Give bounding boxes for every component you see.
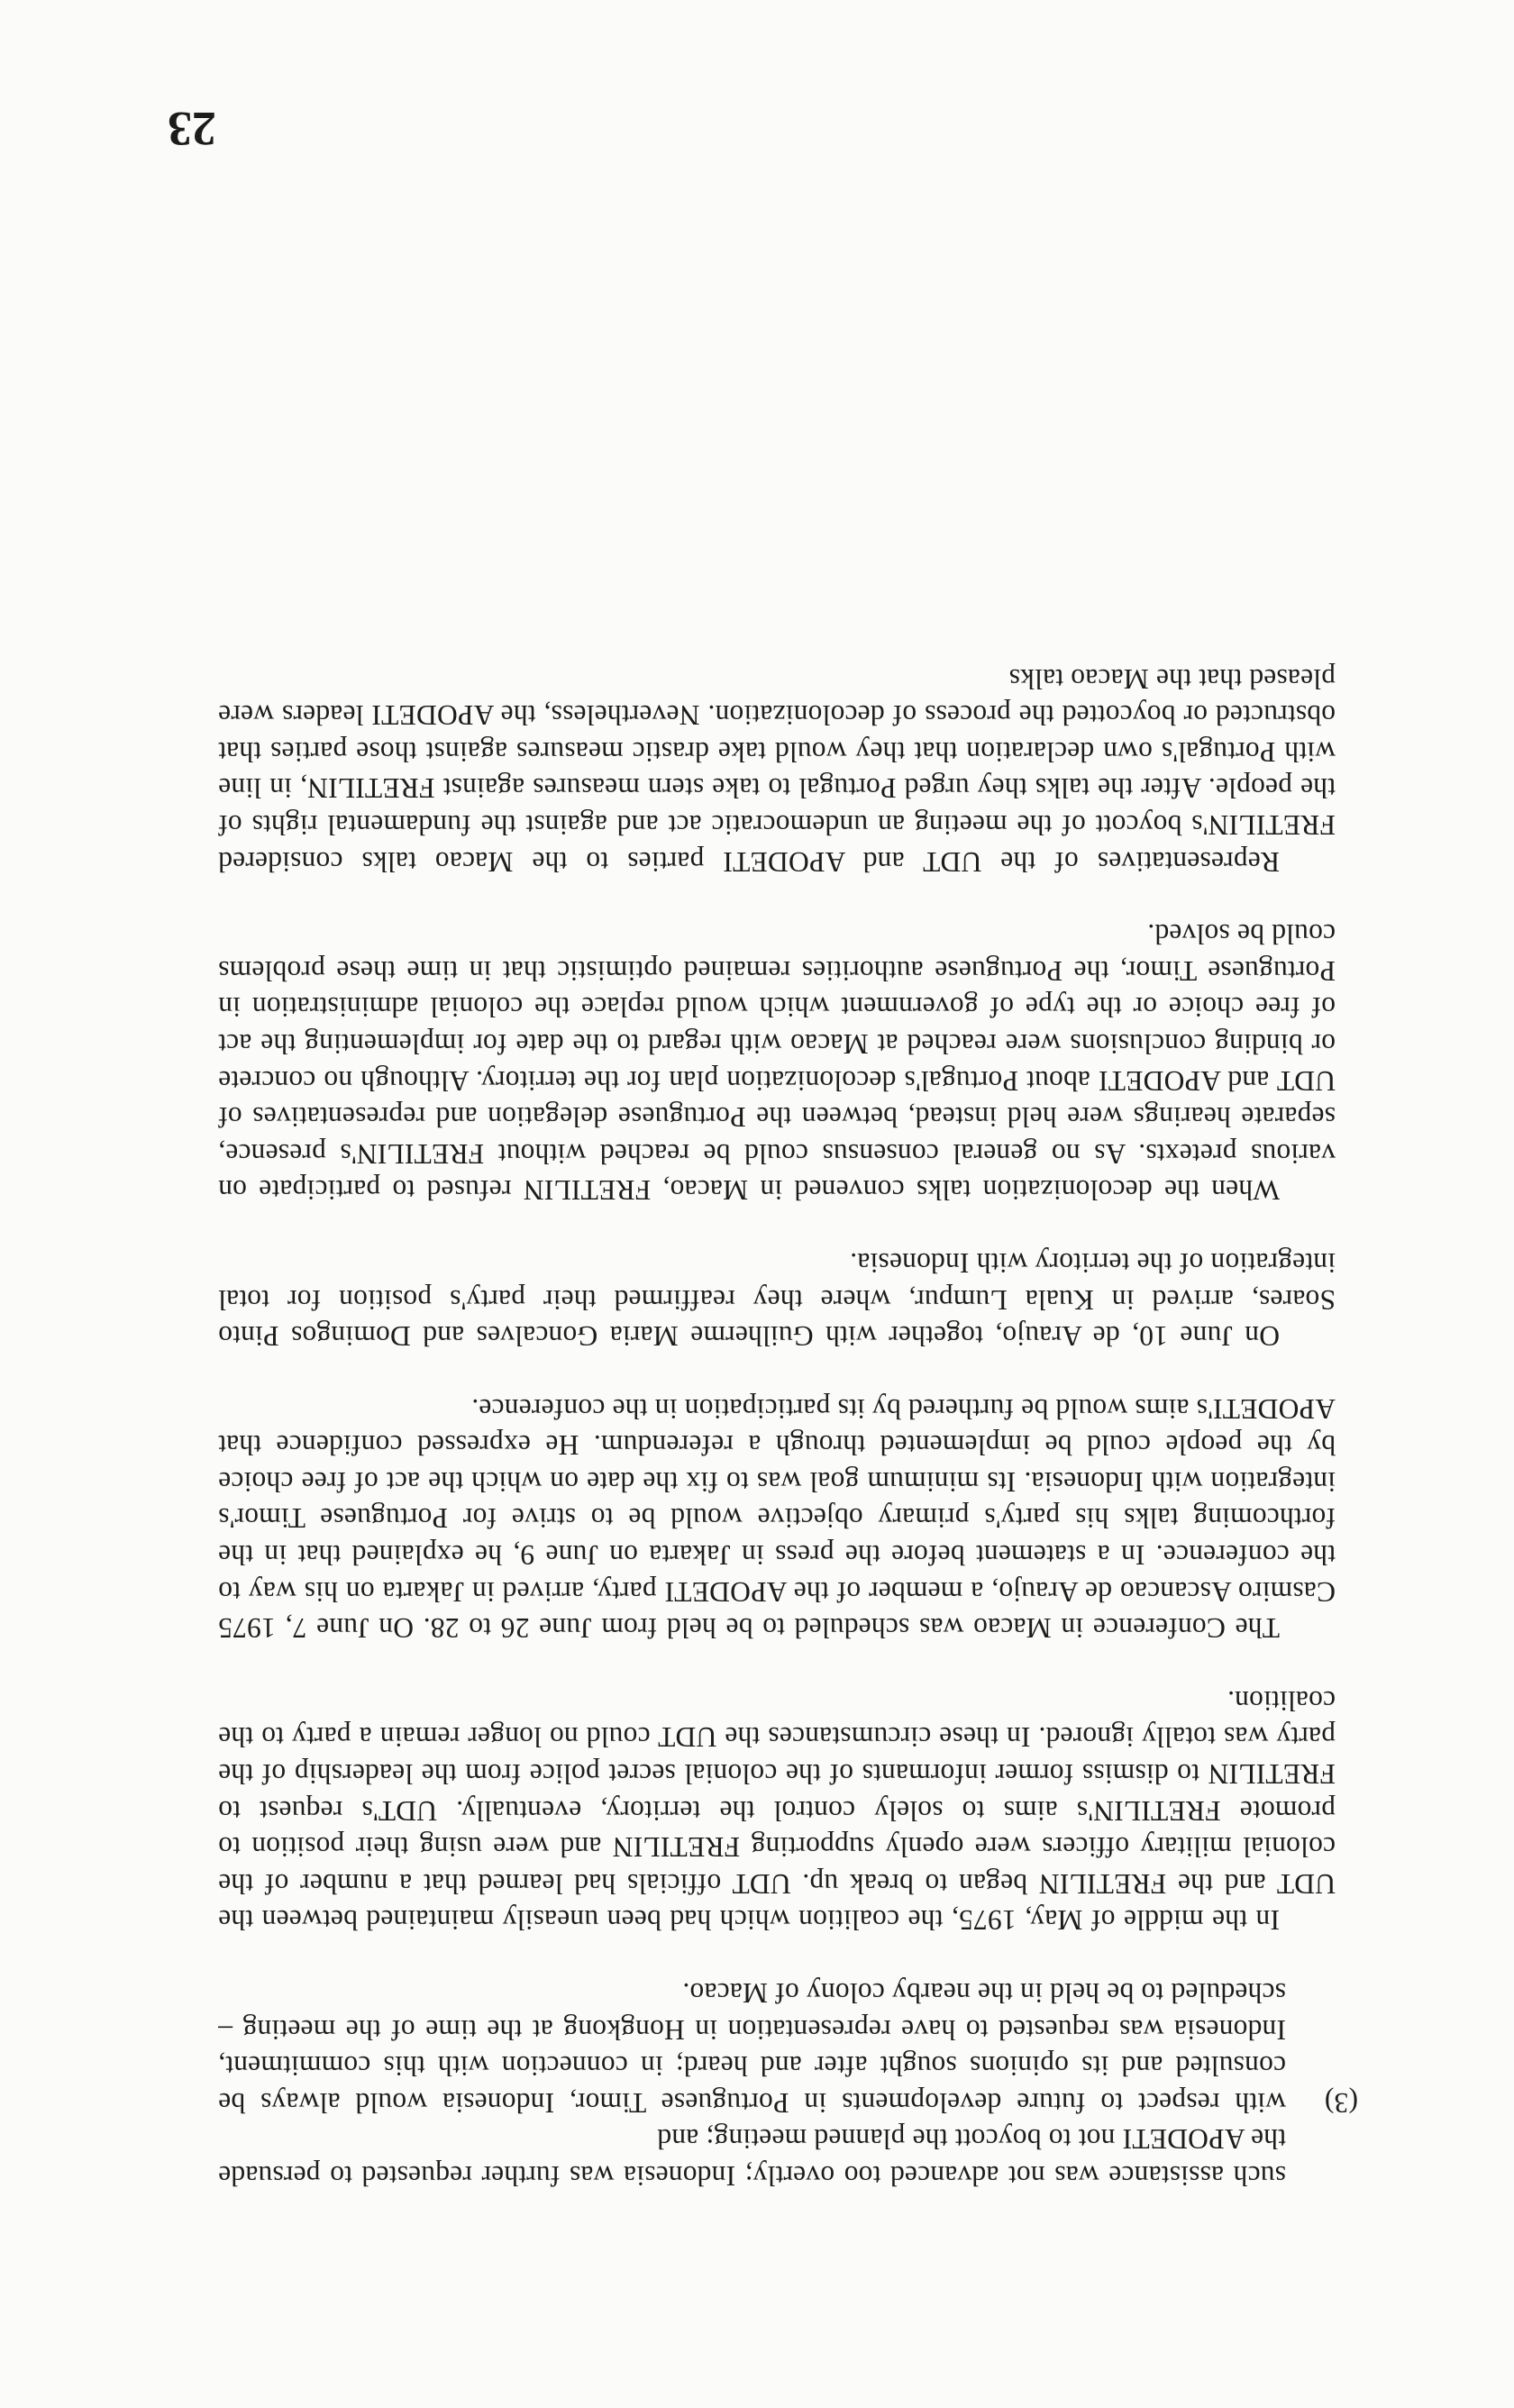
paragraph-decolonization-talks: When the decolonization talks convened in Macao, FRETILIN refused to participate on various pretexts. As no general consensus could be reached without FRETILIN's presence, separate hearings were held instead, between the Portuguese delegation and representatives of UDT and APODETI about Portugal's decolonization plan for the territory. Although no concrete or binding conclusions were reached at Macao with regard to the date for implementing the act of free choice or the type of government which would replace the colonial administration in Portuguese Timor, the Portuguese authorities remained optimistic that in time these problems could be solved. — [218, 918, 1336, 1207]
paragraph-conference: The Conference in Macao was scheduled to be held from June 26 to 28. On June 7, 1975 Casmiro Ascancao de Araujo, a member of the APODETI party, arrived in Jakarta on his way to the conference. In a statement before the press in Jakarta on June 9, he explained that in the forthcoming talks his party's primary objective would be to strive for Portuguese Timor's integration with Indonesia. Its minimum goal was to fix the date on which the act of free choice by the people could be implemented through a referendum. He expressed confidence that APODETI's aims would be furthered by its participation in the conference. — [218, 1392, 1336, 1645]
body-text — [218, 660, 1358, 2194]
list-item-text: with respect to future developments in Portuguese Timor, Indonesia would always be consulted and its opinions sought after and heard; in connection with this commitment, Indonesia was requested to have representation in Hongkong at the time of the meeting – scheduled to be held in the nearby colony of Macao. — [218, 1977, 1286, 2119]
list-marker: (3) — [1324, 2086, 1358, 2119]
paragraph-continued: such assistance was not advanced too overtly; Indonesia was further requested to persuade the APODETI not to boycott the planned meeting; and — [218, 2123, 1286, 2192]
paragraph-coalition: In the middle of May, 1975, the coalition which had been uneasily maintained between the UDT and the FRETILIN began to break up. UDT officials had learned that a number of the colonial military officers were openly supporting FRETILIN and were using their position to promote FRETILIN's aims to solely control the territory, eventually. UDT's request to FRETILIN to dismiss former informants of the colonial secret police from the leadership of the party was totally ignored. In these circumstances the UDT could no longer remain a party to the coalition. — [218, 1684, 1336, 1937]
list-item-3 — [218, 1974, 1358, 2120]
page-number: 23 — [168, 102, 216, 156]
paragraph-representatives: Representatives of the UDT and APODETI parties to the Macao talks considered FRETILIN's boycott of the meeting an undemocratic act and against the fundamental rights of the people. After the talks they urged Portugal to take stern measures against FRETILIN, in line with Portugal's own declaration that they would take drastic measures against those parties that obstructed or boycotted the process of decolonization. Nevertheless, the APODETI leaders were pleased that the Macao talks — [218, 662, 1336, 878]
paragraph-kuala-lumpur: On June 10, de Araujo, together with Guilherme Maria Goncalves and Domingos Pinto Soares, arrived in Kuala Lumpur, where they reaffirmed their party's position for total integration of the territory with Indonesia. — [218, 1246, 1336, 1353]
